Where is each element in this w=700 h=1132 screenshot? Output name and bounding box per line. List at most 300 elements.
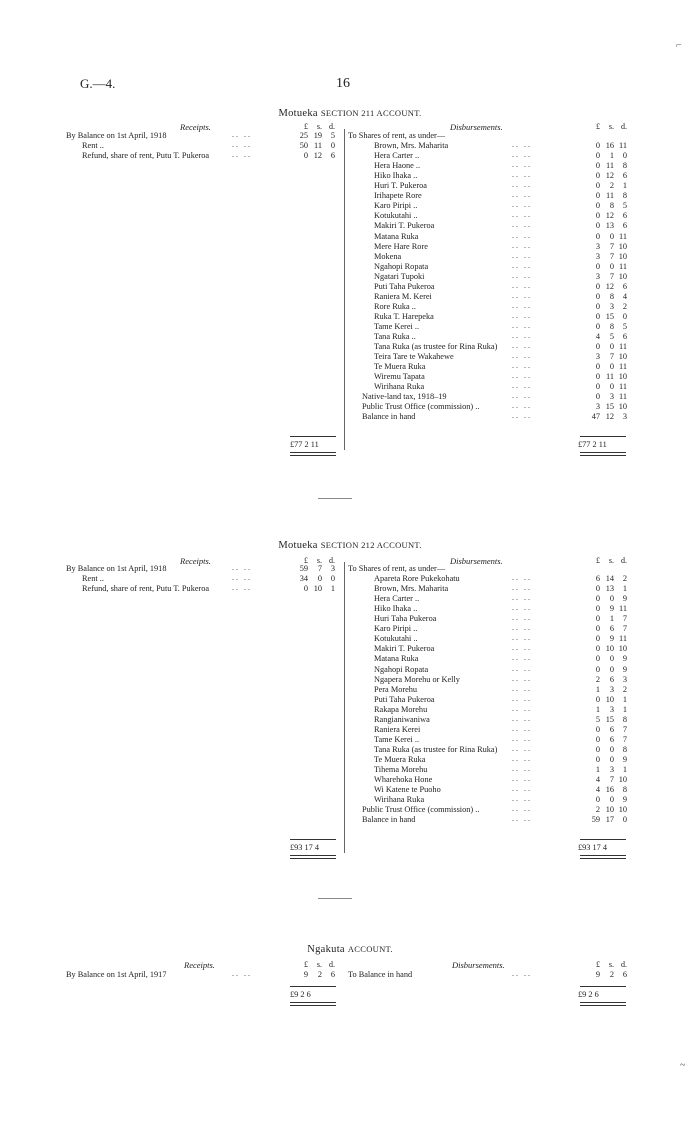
disbursement-amount-shillings: 8 [609,321,614,331]
leader-dots: .. .. [512,814,532,824]
receipt-row: Refund, share of rent, Putu T. Pukeroa [82,151,210,161]
leader-dots: .. .. [512,381,532,391]
disbursements-money-heading-col: s. [608,960,614,969]
disbursement-amount-pence: 11 [619,392,627,402]
disbursement-amount-pounds: 0 [595,211,600,221]
disbursement-amount-pence: 10 [618,352,627,362]
receipts-total: £77 2 11 [290,440,319,450]
disbursement-amount-pounds: 0 [595,594,600,604]
disbursement-amount-pence: 7 [622,614,627,624]
receipt-amount-shillings: 0 [317,574,322,584]
receipts-money-heading-col: £ [304,960,308,969]
leader-dots: .. .. [512,190,532,200]
disbursement-amount-shillings: 11 [606,161,614,171]
disbursement-row: Hera Carter .. [374,594,420,604]
leader-dots: .. .. [512,663,532,673]
disbursement-amount-pounds: 0 [595,281,600,291]
disbursement-row: Wiremu Tapata [374,372,425,382]
disbursement-amount-pounds: 5 [595,714,600,724]
leader-dots: .. .. [232,573,252,583]
receipt-amount-pounds: 0 [303,151,308,161]
account-title [0,108,700,119]
disbursement-amount-pounds: 0 [595,261,600,271]
disbursement-amount-shillings: 11 [606,191,614,201]
disbursement-amount-shillings: 3 [609,704,614,714]
disbursement-row: Brown, Mrs. Maharita [374,584,449,594]
disbursement-amount-pounds: 0 [595,301,600,311]
disbursement-amount-pounds: 2 [595,674,600,684]
total-double-rule [290,858,336,859]
disbursement-row: Native-land tax, 1918–19 [362,392,447,402]
disbursement-amount-pounds: 0 [595,664,600,674]
disbursement-amount-pounds: 9 [595,970,600,979]
disbursement-amount [586,705,627,715]
disbursement-amount [586,392,627,402]
receipt-amount [294,970,335,980]
receipts-label: Receipts. [184,960,215,970]
disbursement-amount-pence: 6 [622,221,627,231]
receipt-amount-pence: 6 [330,151,335,161]
disbursement-amount-pounds: 0 [595,221,600,231]
disbursement-amount [586,970,627,980]
leader-dots: .. .. [512,361,532,371]
disbursement-amount-pence: 0 [622,311,627,321]
receipt-row: By Balance on 1st April, 1918 [66,564,167,573]
disbursement-amount-shillings: 12 [605,171,614,181]
total-double-rule [290,1005,336,1006]
disbursement-amount [586,654,627,664]
disbursement-amount [586,272,627,282]
receipt-amount-pounds: 25 [299,131,308,140]
page-header-left: G.—4. [80,76,116,91]
disbursement-amount-pounds: 0 [595,624,600,634]
receipts-label: Receipts. [180,556,211,566]
disbursement-amount-shillings: 3 [609,684,614,694]
disbursement-amount [586,141,627,151]
leader-dots: .. .. [512,170,532,180]
receipt-amount-shillings: 2 [317,970,322,979]
disbursement-row: Wirihana Ruka [374,795,425,805]
disbursement-amount [586,755,627,765]
receipt-row: By Balance on 1st April, 1917 [66,970,167,979]
disbursement-amount-shillings: 5 [609,332,614,341]
leader-dots: .. .. [512,180,532,190]
disbursement-amount-shillings: 7 [609,241,614,251]
disbursements-total: £9 2 6 [578,990,599,1000]
leader-dots: .. .. [512,804,532,814]
disbursement-row: Ngapera Morehu or Kelly [374,674,460,684]
disbursement-amount-pence: 9 [622,654,627,664]
leader-dots: .. .. [512,331,532,340]
disbursement-row: Brown, Mrs. Maharita [374,141,449,151]
leader-dots: .. .. [512,210,532,220]
receipts-money-heading-col: d. [329,556,335,565]
leader-dots: .. .. [512,371,532,381]
receipt-row: By Balance on 1st April, 1918 [66,131,167,140]
leader-dots: .. .. [512,593,532,603]
receipt-amount [294,574,335,584]
disbursement-amount-shillings: 3 [609,301,614,311]
margin-mark-bottom: ~ [680,1060,686,1071]
disbursements-money-heading [586,960,627,970]
leader-dots: .. .. [512,290,532,300]
account-title-suffix: SECTION 212 ACCOUNT. [320,540,422,550]
disbursement-amount-pounds: 0 [595,795,600,805]
disbursement-amount [586,312,627,322]
disbursement-amount-pounds: 0 [595,342,600,352]
disbursements-money-heading-col: £ [596,122,600,131]
disbursement-amount-pence: 9 [622,594,627,604]
disbursement-row: Rore Ruka .. [374,301,416,311]
leader-dots: .. .. [512,653,532,663]
disbursement-amount-shillings: 13 [605,221,614,231]
disbursement-amount-shillings: 0 [609,754,614,764]
disbursement-amount-pence: 1 [622,694,627,704]
disbursement-amount-shillings: 8 [609,291,614,301]
disbursement-amount [586,725,627,735]
disbursement-amount-pounds: 4 [595,775,600,785]
receipt-amount-pence: 3 [330,564,335,573]
disbursements-money-heading-col: d. [621,960,627,969]
total-rule [290,986,336,987]
disbursement-amount-pence: 8 [622,744,627,754]
disbursement-amount-shillings: 6 [609,734,614,744]
receipts-money-heading [294,960,335,970]
disbursement-amount [586,161,627,171]
disbursement-amount [586,191,627,201]
leader-dots: .. .. [512,583,532,593]
disbursement-amount-pounds: 3 [595,241,600,251]
disbursement-amount-pence: 10 [618,775,627,785]
disbursement-amount-shillings: 0 [609,382,614,392]
disbursement-amount-pence: 6 [622,211,627,221]
disbursement-amount [586,584,627,594]
receipt-amount-pounds: 59 [299,564,308,573]
leader-dots: .. .. [512,784,532,794]
receipt-amount-shillings: 10 [313,584,322,594]
account-title [0,540,700,551]
disbursement-amount [586,201,627,211]
receipt-amount-pence: 1 [330,584,335,594]
receipt-amount-pence: 6 [330,970,335,979]
leader-dots: .. .. [512,160,532,170]
disbursement-amount [586,402,627,412]
disbursement-amount-pounds: 3 [595,251,600,261]
total-rule [580,986,626,987]
margin-mark-top: ⌐ [676,40,682,51]
disbursement-amount-pence: 6 [622,970,627,979]
leader-dots: .. .. [512,733,532,743]
disbursements-money-heading-col: s. [608,122,614,131]
disbursement-amount [586,252,627,262]
disbursement-amount-pence: 10 [618,372,627,382]
disbursement-row: Hiko Ihaka .. [374,604,418,614]
leader-dots: .. .. [512,603,532,613]
disbursement-amount-pounds: 0 [595,321,600,331]
leader-dots: .. .. [232,130,252,139]
disbursement-amount [586,695,627,705]
disbursement-amount [586,242,627,252]
disbursement-amount-pence: 11 [619,231,627,241]
disbursement-amount-pounds: 0 [595,644,600,654]
total-double-rule [290,455,336,456]
disbursement-amount-pounds: 0 [595,231,600,241]
disbursement-amount-shillings: 0 [609,795,614,805]
disbursement-amount [586,795,627,805]
disbursement-amount [586,151,627,161]
disbursement-row: Ngahopi Ropata [374,261,429,271]
disbursement-amount-pounds: 2 [595,805,600,815]
disbursement-amount [586,665,627,675]
total-double-rule [290,1002,336,1003]
disbursement-amount-pounds: 0 [595,372,600,382]
disbursement-amount-shillings: 0 [609,342,614,352]
disbursement-amount-shillings: 15 [605,402,614,412]
disbursement-amount-pence: 11 [619,362,627,372]
leader-dots: .. .. [512,401,532,411]
disbursement-amount-pence: 5 [622,321,627,331]
disbursement-amount [586,624,627,634]
disbursements-money-heading-col: d. [621,556,627,565]
disbursement-amount-shillings: 14 [605,574,614,584]
leader-dots: .. .. [512,673,532,683]
leader-dots: .. .. [232,969,252,978]
disbursement-row: Makiri T. Pukeroa [374,221,435,231]
disbursement-amount [586,232,627,242]
disbursement-amount [586,685,627,695]
page-number: 16 [336,76,350,91]
disbursement-row: Puti Taha Pukeroa [374,281,435,291]
receipt-row: Refund, share of rent, Putu T. Pukeroa [82,584,210,594]
disbursement-amount-pence: 2 [622,301,627,311]
disbursement-amount-pounds: 0 [595,634,600,644]
total-double-rule [580,452,626,453]
disbursement-amount [586,382,627,392]
leader-dots: .. .. [232,150,252,160]
disbursements-total: £93 17 4 [578,843,608,853]
disbursement-amount-shillings: 16 [605,141,614,151]
disbursement-intro: To Shares of rent, as under— [348,131,446,140]
receipt-amount-pounds: 50 [299,141,308,151]
leader-dots: .. .. [512,230,532,240]
disbursement-amount [586,292,627,302]
total-rule [580,436,626,437]
disbursement-amount-shillings: 6 [609,674,614,684]
leader-dots: .. .. [512,573,532,583]
disbursement-amount-pence: 1 [622,704,627,714]
account-title [0,944,700,955]
disbursement-row: Karo Piripi .. [374,201,418,211]
leader-dots: .. .. [512,683,532,693]
disbursement-row: Puti Taha Pukeroa [374,694,435,704]
disbursement-row: Ngahopi Ropata [374,664,429,674]
disbursement-amount-pence: 1 [622,181,627,191]
disbursement-amount-pounds: 0 [595,151,600,161]
disbursement-row: Wi Katene te Puoho [374,785,441,795]
disbursement-amount [586,634,627,644]
leader-dots: .. .. [512,200,532,210]
disbursement-amount-shillings: 15 [605,714,614,724]
disbursement-amount-pounds: 4 [595,785,600,795]
disbursement-amount-pence: 1 [622,765,627,774]
disbursements-money-heading-col: d. [621,122,627,131]
disbursement-amount [586,815,627,825]
disbursement-row: Hiko Ihaka .. [374,171,418,181]
disbursement-row: Te Muera Ruka [374,362,426,372]
leader-dots: .. .. [512,140,532,150]
disbursement-amount-shillings: 10 [605,694,614,704]
disbursements-label: Disbursements. [452,960,505,970]
total-double-rule [580,455,626,456]
disbursement-amount-pence: 8 [622,785,627,795]
section-separator [318,898,352,899]
disbursement-row: Public Trust Office (commission) .. [362,805,480,815]
leader-dots: .. .. [232,583,252,593]
disbursement-amount [586,211,627,221]
disbursement-row: Matana Ruka [374,231,419,241]
receipt-row: Rent .. [82,141,104,151]
leader-dots: .. .. [512,260,532,270]
disbursement-amount-shillings: 6 [609,624,614,634]
leader-dots: .. .. [232,140,252,150]
disbursement-amount [586,181,627,191]
leader-dots: .. .. [512,310,532,320]
disbursement-amount-shillings: 7 [609,352,614,362]
disbursement-amount-pence: 10 [618,241,627,251]
disbursement-amount [586,332,627,342]
receipts-money-heading-col: s. [316,960,322,969]
disbursement-amount-pence: 2 [622,574,627,584]
disbursement-amount-shillings: 3 [609,392,614,402]
leader-dots: .. .. [232,563,252,572]
disbursement-amount-pence: 11 [619,342,627,352]
disbursement-amount-pence: 6 [622,281,627,291]
disbursement-row: Hera Haone .. [374,161,421,171]
disbursement-row: Mokena [374,251,402,261]
receipts-label: Receipts. [180,122,211,132]
disbursement-amount [586,302,627,312]
account-title-name: Motueka [278,540,318,551]
disbursement-amount-pounds: 0 [595,584,600,594]
disbursement-amount [586,614,627,624]
disbursement-amount-pounds: 0 [595,654,600,664]
disbursement-amount-pounds: 0 [595,191,600,201]
disbursement-row: Kotukutahi .. [374,634,418,644]
receipt-row: Rent .. [82,574,104,584]
leader-dots: .. .. [512,150,532,160]
disbursement-row: Te Muera Ruka [374,754,426,764]
disbursements-money-heading [586,122,627,132]
leader-dots: .. .. [512,723,532,733]
leader-dots: .. .. [512,643,532,653]
disbursement-amount-pounds: 4 [595,332,600,341]
disbursement-amount-pence: 10 [618,644,627,654]
receipts-total: £93 17 4 [290,843,320,853]
receipts-money-heading-col: s. [316,556,322,565]
disbursement-amount-shillings: 7 [609,271,614,281]
total-double-rule [290,452,336,453]
disbursement-amount-shillings: 10 [605,805,614,815]
leader-dots: .. .. [512,743,532,753]
disbursement-amount [586,171,627,181]
account-title-name: Motueka [278,108,318,119]
disbursement-amount-shillings: 12 [605,211,614,221]
receipt-amount [294,131,335,141]
disbursement-amount-shillings: 0 [609,664,614,674]
receipts-total: £9 2 6 [290,990,311,1000]
leader-dots: .. .. [512,633,532,643]
disbursement-row: Pera Morehu [374,684,418,694]
disbursement-row: Tana Ruka (as trustee for Rina Ruka) [374,342,498,352]
disbursement-amount [586,282,627,292]
leader-dots: .. .. [512,794,532,804]
disbursement-row: Raniera Kerei [374,724,421,734]
disbursement-amount-pence: 0 [622,815,627,825]
receipts-money-heading-col: s. [316,122,322,131]
receipt-amount-pounds: 34 [299,574,308,584]
disbursements-money-heading-col: £ [596,556,600,565]
disbursement-amount-pence: 5 [622,201,627,211]
disbursement-amount-pence: 6 [622,332,627,341]
account-title-suffix: SECTION 211 ACCOUNT. [320,108,422,118]
disbursement-amount-pounds: 0 [595,171,600,181]
receipt-amount-pence: 0 [330,574,335,584]
total-double-rule [580,858,626,859]
disbursements-label: Disbursements. [450,122,503,132]
column-divider [344,129,345,450]
disbursement-amount [586,342,627,352]
disbursement-row: Makiri T. Pukeroa [374,644,435,654]
disbursement-amount-pence: 9 [622,664,627,674]
disbursement-row: Karo Piripi .. [374,624,418,634]
disbursement-amount [586,715,627,725]
disbursement-amount-pence: 4 [622,291,627,301]
disbursement-amount-pounds: 0 [595,734,600,744]
receipt-amount-shillings: 12 [313,151,322,161]
disbursement-amount-pence: 2 [622,684,627,694]
disbursement-amount-pounds: 0 [595,161,600,171]
disbursement-amount-pence: 3 [622,674,627,684]
disbursement-amount [586,594,627,604]
disbursement-row: Irihapete Rore [374,191,422,201]
disbursement-amount-pence: 11 [619,604,627,614]
disbursement-amount-pence: 11 [619,141,627,151]
disbursement-amount-pence: 10 [618,402,627,412]
disbursement-amount-pence: 11 [619,261,627,271]
disbursement-amount-shillings: 12 [605,281,614,291]
receipt-amount-pence: 5 [330,131,335,140]
disbursement-amount [586,765,627,775]
leader-dots: .. .. [512,250,532,260]
disbursements-money-heading [586,556,627,566]
disbursements-money-heading-col: s. [608,556,614,565]
leader-dots: .. .. [512,774,532,784]
disbursement-amount-pence: 8 [622,161,627,171]
disbursement-amount-pounds: 3 [595,271,600,281]
disbursement-row: Huri T. Pukeroa [374,181,427,191]
leader-dots: .. .. [512,703,532,713]
disbursement-amount-pence: 10 [618,271,627,281]
disbursement-amount-pounds: 1 [595,704,600,714]
disbursement-amount-pounds: 0 [595,724,600,734]
disbursement-amount-shillings: 17 [605,815,614,825]
disbursement-amount-pence: 11 [619,382,627,392]
disbursement-row: Tame Kerei .. [374,734,420,744]
disbursement-row: Wirihana Ruka [374,382,425,392]
disbursement-amount-shillings: 1 [609,614,614,624]
disbursement-row: Tame Kerei .. [374,321,420,331]
receipts-money-heading-col: £ [304,122,308,131]
